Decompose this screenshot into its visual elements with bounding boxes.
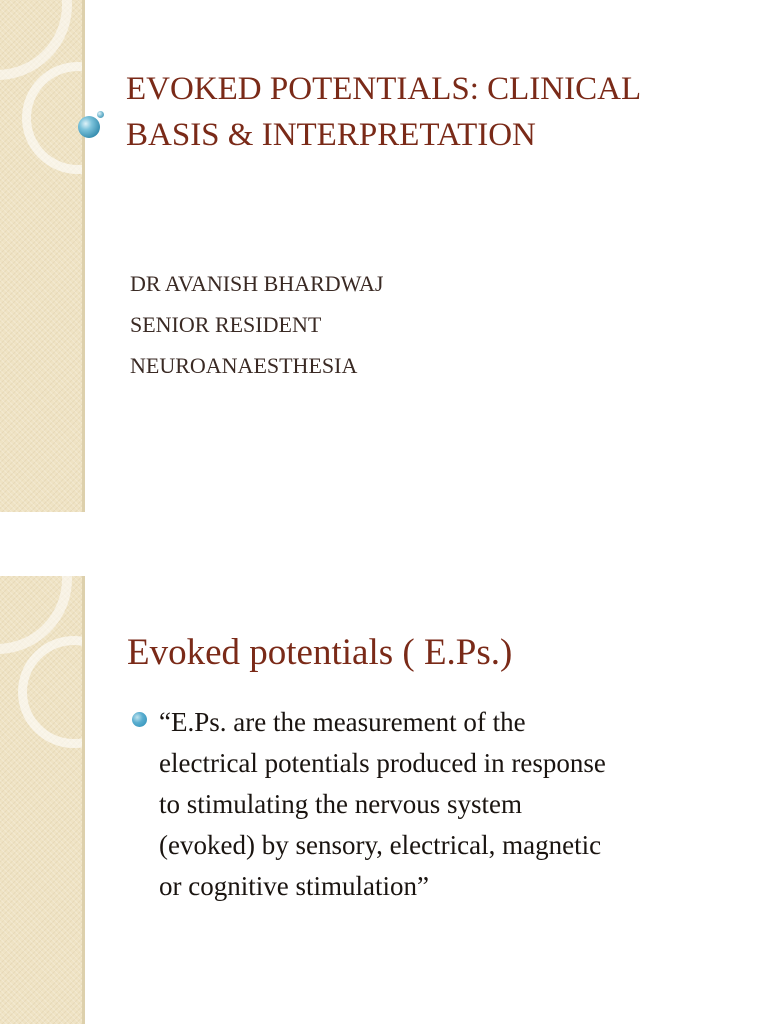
author-name: DR AVANISH BHARDWAJ xyxy=(130,271,384,296)
author-position: SENIOR RESIDENT xyxy=(130,312,322,337)
decorative-ring-icon xyxy=(22,62,134,174)
bullet-line-3: to stimulating the nervous system xyxy=(159,789,522,819)
slide-title-line-1: EVOKED POTENTIALS: CLINICAL xyxy=(126,71,642,107)
decorative-side-band xyxy=(0,0,82,512)
slide-subtitle xyxy=(130,263,383,386)
decorative-ring-icon xyxy=(18,636,130,748)
slide-2 xyxy=(0,576,768,1024)
bullet-line-2: electrical potentials produced in response xyxy=(159,748,606,778)
bullet-line-5: or cognitive stimulation” xyxy=(159,871,429,901)
side-band-edge xyxy=(82,576,85,1024)
slide-gap xyxy=(0,512,768,576)
bullet-icon xyxy=(132,712,147,727)
slide-title xyxy=(126,66,746,158)
bullet-line-4: (evoked) by sensory, electrical, magnetic xyxy=(159,830,602,860)
bullet-text xyxy=(159,702,749,907)
decorative-orb-small-icon xyxy=(97,111,104,118)
slide-title: Evoked potentials ( E.Ps.) xyxy=(127,632,513,673)
slide-title-line-2: BASIS & INTERPRETATION xyxy=(126,117,536,153)
author-department: NEUROANAESTHESIA xyxy=(130,353,358,378)
bullet-line-1: “E.Ps. are the measurement of the xyxy=(159,707,526,737)
decorative-side-band xyxy=(0,576,82,1024)
side-band-edge xyxy=(82,0,85,512)
decorative-orb-icon xyxy=(78,116,100,138)
